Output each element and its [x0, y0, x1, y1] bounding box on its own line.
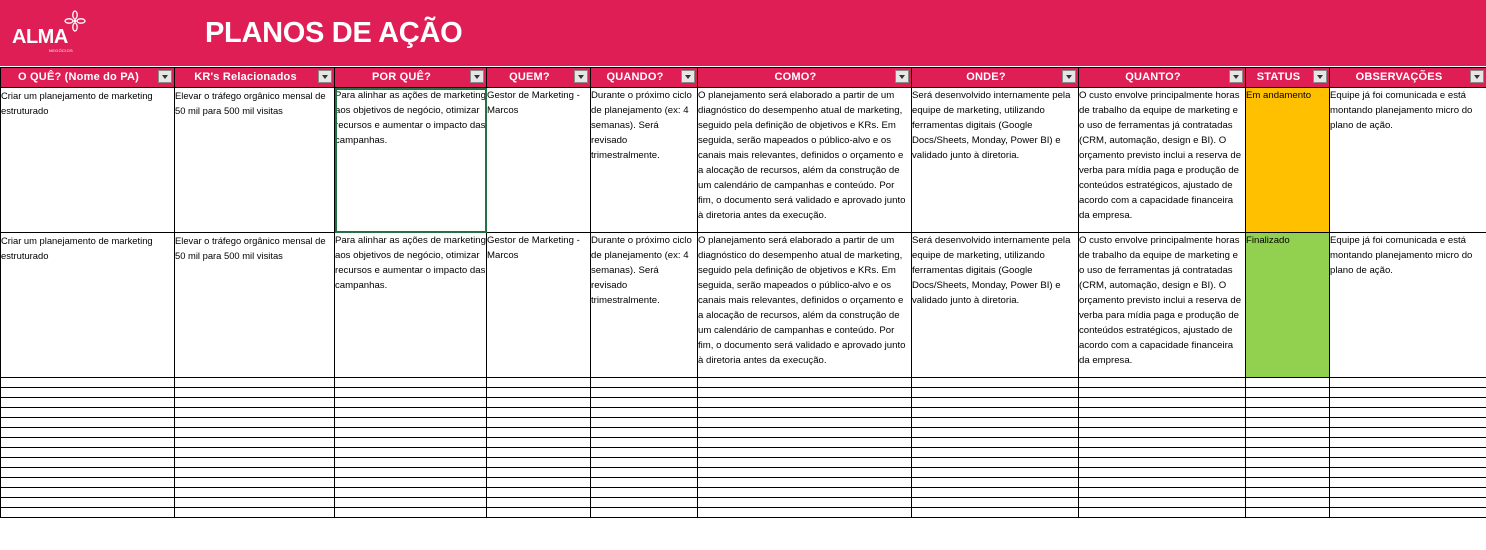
empty-cell[interactable] — [1079, 438, 1246, 448]
empty-cell[interactable] — [1079, 398, 1246, 408]
empty-cell[interactable] — [912, 468, 1079, 478]
empty-cell[interactable] — [1079, 428, 1246, 438]
empty-cell[interactable] — [1079, 378, 1246, 388]
empty-row — [1, 478, 1486, 488]
empty-cell[interactable] — [1246, 418, 1330, 428]
header-what: O QUÊ? (Nome do PA) — [1, 68, 175, 88]
empty-cell[interactable] — [1, 378, 175, 388]
cell-notes[interactable]: Equipe já foi comunicada e está montando planejamento micro do plano de ação. — [1330, 88, 1486, 233]
cell-how-much[interactable]: O custo envolve principalmente horas de trabalho da equipe de marketing e o uso de ferramentas já contratadas (CRM, automação, design e BI). O orçamento previsto inclui a reserva de verba para mídia paga e produção de conteúdos estratégicos, ajustado de acordo com a capacidade financeira da empresa. — [1079, 233, 1246, 378]
empty-cell[interactable] — [1, 388, 175, 398]
empty-cell[interactable] — [335, 498, 487, 508]
empty-cell[interactable] — [175, 418, 335, 428]
empty-row — [1, 508, 1486, 518]
empty-cell[interactable] — [175, 398, 335, 408]
empty-cell[interactable] — [175, 408, 335, 418]
empty-cell[interactable] — [335, 448, 487, 458]
empty-row — [1, 398, 1486, 408]
empty-cell[interactable] — [335, 468, 487, 478]
empty-cell[interactable] — [1330, 398, 1486, 408]
empty-cell[interactable] — [1079, 498, 1246, 508]
empty-cell[interactable] — [1246, 408, 1330, 418]
empty-cell[interactable] — [1330, 428, 1486, 438]
empty-cell[interactable] — [1246, 378, 1330, 388]
empty-cell[interactable] — [1246, 398, 1330, 408]
empty-cell[interactable] — [1, 408, 175, 418]
cell-who[interactable]: Gestor de Marketing - Marcos — [487, 233, 591, 378]
empty-cell[interactable] — [487, 488, 591, 498]
empty-cell[interactable] — [1330, 468, 1486, 478]
empty-cell[interactable] — [1, 468, 175, 478]
cell-status[interactable]: Finalizado — [1246, 233, 1330, 378]
empty-cell[interactable] — [912, 508, 1079, 518]
empty-cell[interactable] — [912, 428, 1079, 438]
empty-cell[interactable] — [175, 448, 335, 458]
empty-cell[interactable] — [1330, 418, 1486, 428]
header-how: COMO? — [698, 68, 912, 88]
table-row — [1, 88, 1486, 233]
empty-cell[interactable] — [912, 378, 1079, 388]
header-kr: KR's Relacionados — [175, 68, 335, 88]
empty-cell[interactable] — [1, 448, 175, 458]
empty-cell[interactable] — [1246, 448, 1330, 458]
empty-cell[interactable] — [1246, 488, 1330, 498]
empty-row — [1, 498, 1486, 508]
empty-cell[interactable] — [1330, 378, 1486, 388]
empty-cell[interactable] — [698, 458, 912, 468]
header-status: STATUS — [1246, 68, 1330, 88]
empty-cell[interactable] — [1, 418, 175, 428]
empty-cell[interactable] — [1330, 388, 1486, 398]
empty-cell[interactable] — [1, 498, 175, 508]
header-where: ONDE? — [912, 68, 1079, 88]
empty-cell[interactable] — [1330, 458, 1486, 468]
cell-who[interactable]: Gestor de Marketing - Marcos — [487, 88, 591, 233]
empty-cell[interactable] — [591, 498, 698, 508]
empty-cell[interactable] — [1330, 448, 1486, 458]
empty-cell[interactable] — [1079, 448, 1246, 458]
empty-row — [1, 388, 1486, 398]
empty-cell[interactable] — [1330, 408, 1486, 418]
action-plan-table — [0, 67, 1486, 518]
page-title: PLANOS DE AÇÃO — [205, 17, 463, 49]
header-why: POR QUÊ? — [335, 68, 487, 88]
empty-cell[interactable] — [698, 478, 912, 488]
filter-dropdown-icon[interactable] — [1062, 70, 1076, 83]
empty-cell[interactable] — [1330, 488, 1486, 498]
cell-how[interactable]: O planejamento será elaborado a partir de um diagnóstico do desempenho atual de marketing, seguido pela definição de objetivos e KRs. Em seguida, serão mapeados o público-alvo e os canais mais relevantes, definidos o orçamento e a alocação de recursos, além da construção de um calendário de campanhas e conteúdo. Por fim, o documento será validado e aprovado junto à diretoria antes da execução. — [698, 233, 912, 378]
cell-why[interactable]: Para alinhar as ações de marketing aos objetivos de negócio, otimizar recursos e aumentar o impacto das campanhas. — [335, 88, 487, 233]
empty-cell[interactable] — [698, 408, 912, 418]
empty-cell[interactable] — [487, 398, 591, 408]
empty-cell[interactable] — [591, 458, 698, 468]
empty-cell[interactable] — [175, 468, 335, 478]
empty-cell[interactable] — [1246, 498, 1330, 508]
empty-cell[interactable] — [487, 498, 591, 508]
empty-cell[interactable] — [1, 398, 175, 408]
filter-dropdown-icon[interactable] — [895, 70, 909, 83]
empty-cell[interactable] — [912, 448, 1079, 458]
empty-cell[interactable] — [698, 498, 912, 508]
filter-dropdown-icon[interactable] — [1229, 70, 1243, 83]
empty-row — [1, 438, 1486, 448]
empty-cell[interactable] — [1079, 388, 1246, 398]
empty-cell[interactable] — [175, 438, 335, 448]
empty-cell[interactable] — [335, 418, 487, 428]
empty-cell[interactable] — [335, 408, 487, 418]
empty-row — [1, 448, 1486, 458]
empty-cell[interactable] — [335, 488, 487, 498]
filter-dropdown-icon[interactable] — [470, 70, 484, 83]
empty-cell[interactable] — [1246, 458, 1330, 468]
empty-cell[interactable] — [1, 438, 175, 448]
empty-cell[interactable] — [591, 388, 698, 398]
empty-cell[interactable] — [335, 508, 487, 518]
empty-cell[interactable] — [487, 478, 591, 488]
empty-cell[interactable] — [912, 458, 1079, 468]
empty-cell[interactable] — [591, 488, 698, 498]
empty-cell[interactable] — [591, 408, 698, 418]
empty-cell[interactable] — [912, 478, 1079, 488]
empty-cell[interactable] — [698, 468, 912, 478]
flower-icon — [64, 10, 86, 32]
empty-cell[interactable] — [335, 428, 487, 438]
empty-cell[interactable] — [487, 378, 591, 388]
cell-status[interactable]: Em andamento — [1246, 88, 1330, 233]
empty-cell[interactable] — [591, 398, 698, 408]
empty-cell[interactable] — [912, 488, 1079, 498]
header-how-much: QUANTO? — [1079, 68, 1246, 88]
cell-how-much[interactable]: O custo envolve principalmente horas de trabalho da equipe de marketing e o uso de ferramentas já contratadas (CRM, automação, design e BI). O orçamento previsto inclui a reserva de verba para mídia paga e produção de conteúdos estratégicos, ajustado de acordo com a capacidade financeira da empresa. — [1079, 88, 1246, 233]
empty-cell[interactable] — [698, 428, 912, 438]
header-when: QUANDO? — [591, 68, 698, 88]
empty-cell[interactable] — [912, 388, 1079, 398]
empty-cell[interactable] — [912, 438, 1079, 448]
cell-notes[interactable]: Equipe já foi comunicada e está montando planejamento micro do plano de ação. — [1330, 233, 1486, 378]
empty-cell[interactable] — [1330, 438, 1486, 448]
header-banner — [0, 0, 1486, 66]
empty-cell[interactable] — [1079, 458, 1246, 468]
empty-cell[interactable] — [1330, 508, 1486, 518]
logo-text: ALMA — [12, 26, 68, 48]
empty-cell[interactable] — [487, 458, 591, 468]
empty-cell[interactable] — [1079, 488, 1246, 498]
empty-cell[interactable] — [698, 488, 912, 498]
alma-logo — [12, 12, 92, 58]
header-notes: OBSERVAÇÕES — [1330, 68, 1486, 88]
empty-cell[interactable] — [591, 428, 698, 438]
empty-row — [1, 468, 1486, 478]
filter-dropdown-icon[interactable] — [574, 70, 588, 83]
cell-kr[interactable]: Elevar o tráfego orgânico mensal de 50 mil para 500 mil visitas — [175, 233, 335, 378]
cell-where[interactable]: Será desenvolvido internamente pela equipe de marketing, utilizando ferramentas digitais (Google Docs/Sheets, Monday, Power BI) e validado junto à diretoria. — [912, 233, 1079, 378]
empty-cell[interactable] — [1079, 408, 1246, 418]
empty-cell[interactable] — [912, 398, 1079, 408]
filter-dropdown-icon[interactable] — [1313, 70, 1327, 83]
logo-subtext: NEGÓCIOS — [49, 48, 73, 53]
empty-cell[interactable] — [335, 378, 487, 388]
cell-when[interactable]: Durante o próximo ciclo de planejamento (ex: 4 semanas). Será revisado trimestralmente. — [591, 88, 698, 233]
empty-cell[interactable] — [591, 448, 698, 458]
empty-row — [1, 428, 1486, 438]
cell-where[interactable]: Será desenvolvido internamente pela equipe de marketing, utilizando ferramentas digitais (Google Docs/Sheets, Monday, Power BI) e validado junto à diretoria. — [912, 88, 1079, 233]
empty-cell[interactable] — [487, 388, 591, 398]
empty-cell[interactable] — [1, 488, 175, 498]
empty-cell[interactable] — [1, 508, 175, 518]
empty-cell[interactable] — [591, 478, 698, 488]
empty-cell[interactable] — [175, 388, 335, 398]
empty-cell[interactable] — [591, 508, 698, 518]
empty-cell[interactable] — [175, 488, 335, 498]
cell-what[interactable]: Criar um planejamento de marketing estruturado — [1, 88, 175, 233]
empty-cell[interactable] — [1246, 388, 1330, 398]
filter-dropdown-icon[interactable] — [318, 70, 332, 83]
empty-row — [1, 378, 1486, 388]
header-who: QUEM? — [487, 68, 591, 88]
empty-cell[interactable] — [698, 418, 912, 428]
filter-dropdown-icon[interactable] — [158, 70, 172, 83]
cell-how[interactable]: O planejamento será elaborado a partir de um diagnóstico do desempenho atual de marketing, seguido pela definição de objetivos e KRs. Em seguida, serão mapeados o público-alvo e os canais mais relevantes, definidos o orçamento e a alocação de recursos, além da construção de um calendário de campanhas e conteúdo. Por fim, o documento será validado e aprovado junto à diretoria antes da execução. — [698, 88, 912, 233]
empty-row — [1, 408, 1486, 418]
empty-cell[interactable] — [175, 508, 335, 518]
cell-what[interactable]: Criar um planejamento de marketing estruturado — [1, 233, 175, 378]
empty-cell[interactable] — [335, 438, 487, 448]
empty-cell[interactable] — [1246, 478, 1330, 488]
empty-cell[interactable] — [591, 438, 698, 448]
empty-cell[interactable] — [335, 458, 487, 468]
empty-cell[interactable] — [912, 498, 1079, 508]
empty-cell[interactable] — [487, 508, 591, 518]
empty-cell[interactable] — [698, 388, 912, 398]
empty-cell[interactable] — [1079, 508, 1246, 518]
empty-cell[interactable] — [591, 418, 698, 428]
empty-cell[interactable] — [698, 508, 912, 518]
empty-cell[interactable] — [335, 388, 487, 398]
empty-rows — [1, 378, 1486, 518]
empty-cell[interactable] — [1079, 468, 1246, 478]
empty-cell[interactable] — [1246, 508, 1330, 518]
empty-cell[interactable] — [698, 448, 912, 458]
empty-cell[interactable] — [1330, 498, 1486, 508]
empty-cell[interactable] — [1, 478, 175, 488]
empty-cell[interactable] — [487, 418, 591, 428]
empty-cell[interactable] — [175, 428, 335, 438]
empty-cell[interactable] — [487, 468, 591, 478]
empty-cell[interactable] — [1246, 428, 1330, 438]
empty-cell[interactable] — [912, 418, 1079, 428]
empty-cell[interactable] — [487, 428, 591, 438]
empty-cell[interactable] — [487, 438, 591, 448]
empty-cell[interactable] — [175, 498, 335, 508]
empty-cell[interactable] — [487, 408, 591, 418]
empty-row — [1, 458, 1486, 468]
cell-kr[interactable]: Elevar o tráfego orgânico mensal de 50 mil para 500 mil visitas — [175, 88, 335, 233]
empty-cell[interactable] — [698, 438, 912, 448]
empty-cell[interactable] — [1079, 478, 1246, 488]
empty-row — [1, 488, 1486, 498]
empty-cell[interactable] — [175, 378, 335, 388]
empty-cell[interactable] — [1330, 478, 1486, 488]
cell-why[interactable]: Para alinhar as ações de marketing aos objetivos de negócio, otimizar recursos e aumentar o impacto das campanhas. — [335, 233, 487, 378]
filter-dropdown-icon[interactable] — [681, 70, 695, 83]
empty-cell[interactable] — [335, 478, 487, 488]
empty-cell[interactable] — [912, 408, 1079, 418]
table-row — [1, 233, 1486, 378]
empty-row — [1, 418, 1486, 428]
empty-cell[interactable] — [1246, 438, 1330, 448]
empty-cell[interactable] — [1, 458, 175, 468]
empty-cell[interactable] — [1246, 468, 1330, 478]
empty-cell[interactable] — [698, 378, 912, 388]
empty-cell[interactable] — [591, 468, 698, 478]
filter-dropdown-icon[interactable] — [1470, 70, 1484, 83]
empty-cell[interactable] — [175, 458, 335, 468]
empty-cell[interactable] — [1079, 418, 1246, 428]
cell-when[interactable]: Durante o próximo ciclo de planejamento (ex: 4 semanas). Será revisado trimestralmente. — [591, 233, 698, 378]
empty-cell[interactable] — [175, 478, 335, 488]
empty-cell[interactable] — [487, 448, 591, 458]
empty-cell[interactable] — [1, 428, 175, 438]
empty-cell[interactable] — [335, 398, 487, 408]
empty-cell[interactable] — [698, 398, 912, 408]
empty-cell[interactable] — [591, 378, 698, 388]
